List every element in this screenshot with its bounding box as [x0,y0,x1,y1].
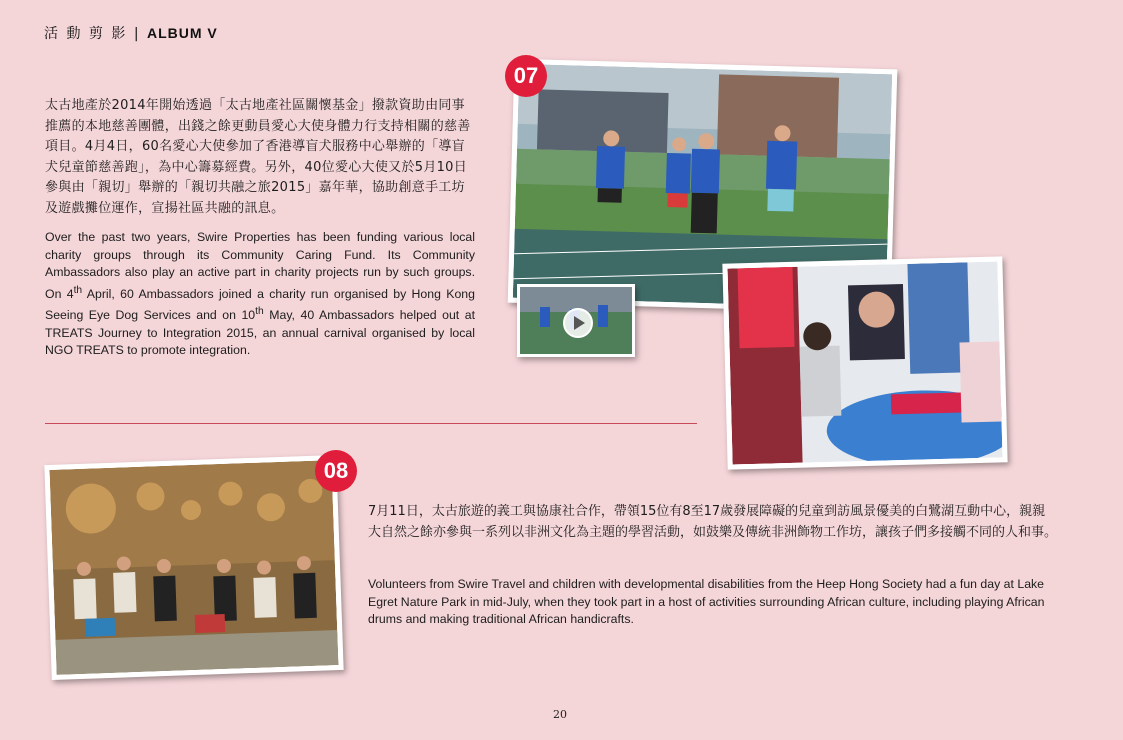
crafts-image [727,261,1002,464]
section2-text-en: Volunteers from Swire Travel and children with developmental disabilities from the Heep Hong Society had a fun day at Lake Egret Nature Park in mid-July, when they took part in a host of activities surrounding African culture, including playing African drums and making traditional African handicrafts. [368,577,1045,626]
page-header [44,23,218,43]
photo-group [44,455,343,680]
group-image [50,460,339,675]
page-number: 20 [553,708,567,721]
video-thumbnail[interactable] [517,284,635,357]
section1-number-badge: 07 [505,55,547,97]
photo-crafts [722,256,1007,469]
play-icon[interactable] [563,308,593,338]
header-title-en: ALBUM V [146,25,218,41]
section2-text-zh: 7月11日，太古旅遊的義工與協康社合作，帶領15位有8至17歲發展障礙的兒童到訪風景優美的白鷺湖互動中心，親親大自然之餘亦參與一系列以非洲文化為主題的學習活動，如鼓樂及傳統非洲飾物工作坊，讓孩子們多接觸不同的人和事。 [368,504,1058,540]
section1-text-zh: 太古地產於2014年開始透過「太古地產社區關懷基金」撥款資助由同事推薦的本地慈善團體，出錢之餘更動員愛心大使身體力行支持相關的慈善項目。4月4日，60名愛心大使參加了香港導盲犬服務中心舉辦的「導盲犬兒童節慈善跑」，為中心籌募經費。另外，40位愛心大使又於5月10日參與由「親切」舉辦的「親切共融之旅2015」嘉年華，協助創意手工坊及遊戲攤位運作，宣揚社區共融的訊息。 [45,98,471,216]
section-divider [45,423,697,424]
header-separator: | [133,26,141,42]
header-title-zh: 活 動 剪 影 [44,26,128,42]
video-thumbnail-image [520,287,632,354]
section2-number-badge: 08 [315,450,357,492]
section1-text-en: Over the past two years, Swire Properties has been funding various local charity groups through its Community Caring Fund. Its Community Ambassadors also play an active part in charity projects run by such groups. On 4th April, 60 Ambassadors joined a charity run organised by Hong Kong Seeing Eye Dog Services and on 10th May, 40 Ambassadors helped out at TREATS Journey to Integration 2015, an annual carnival organised by local NGO TREATS to promote integration. [45,230,475,358]
